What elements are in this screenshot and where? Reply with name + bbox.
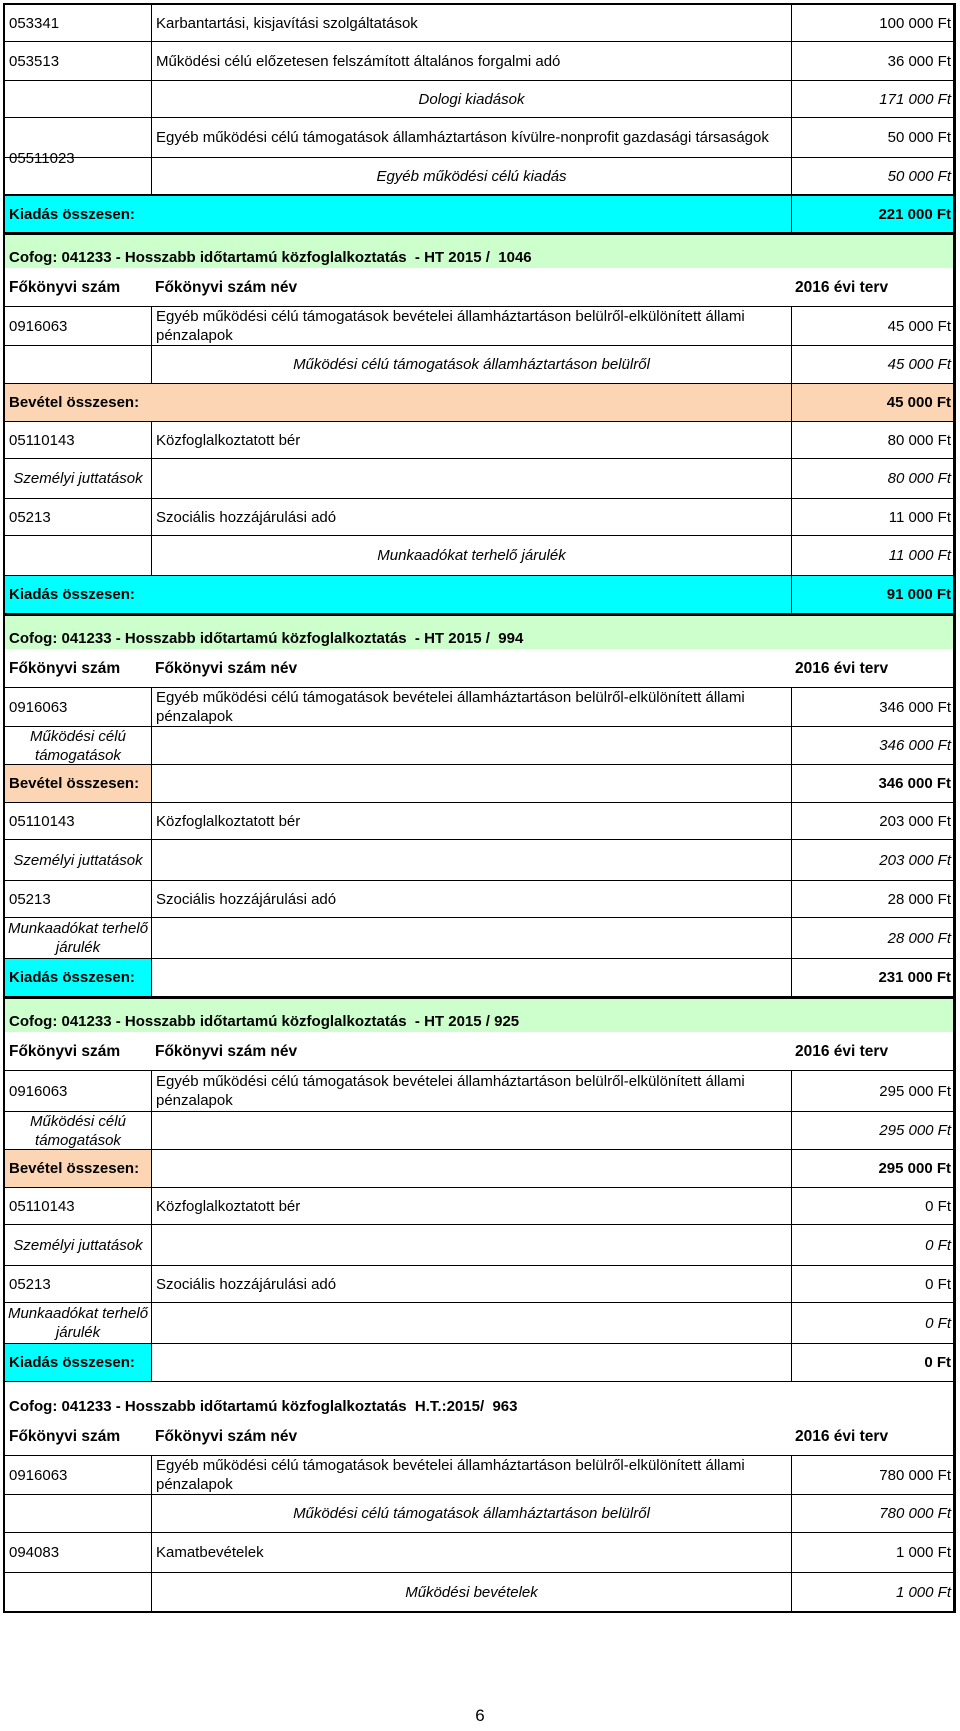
budget-table <box>3 3 956 1613</box>
subtotal-row <box>3 1112 956 1150</box>
account-code: 05213 <box>9 1275 51 1293</box>
revenue-total-amount: 346 000 Ft <box>791 765 953 802</box>
header-name: Főkönyvi szám név <box>155 1427 298 1445</box>
cofog-title: Cofog: 041233 - Hosszabb időtartamú közfoglalkoztatás - HT 2015 / 925 <box>9 1013 520 1030</box>
subtotal-row <box>3 459 956 499</box>
subtotal-label: Működési célú támogatások államháztartáson belülről <box>151 1495 791 1532</box>
expense-total-row <box>3 576 956 614</box>
subtotal-amount: 28 000 Ft <box>791 918 953 958</box>
subtotal-label: Működési bevételek <box>151 1573 791 1611</box>
subtotal-row <box>3 81 956 118</box>
amount: 1 000 Ft <box>791 1533 953 1572</box>
account-code: 0916063 <box>9 317 68 335</box>
header-plan: 2016 évi terv <box>795 278 889 296</box>
table-row <box>3 118 956 167</box>
account-name: Közfoglalkoztatott bér <box>151 422 791 458</box>
expense-total-amount: 0 Ft <box>791 1344 953 1381</box>
revenue-total-label: Bevétel összesen: <box>9 394 140 411</box>
account-name: Szociális hozzájárulási adó <box>151 881 791 917</box>
revenue-total-row <box>3 384 956 422</box>
account-code: 0916063 <box>9 698 68 716</box>
revenue-total-row <box>3 1150 956 1188</box>
subtotal-row <box>3 1573 956 1613</box>
account-name: Egyéb működési célú támogatások bevételei államháztartáson belülről-elkülönített állami pénzalapok <box>151 1456 791 1494</box>
subtotal-row <box>3 536 956 576</box>
cofog-title: Cofog: 041233 - Hosszabb időtartamú közfoglalkoztatás H.T.:2015/ 963 <box>9 1398 518 1415</box>
subtotal-amount: 50 000 Ft <box>791 158 953 194</box>
account-name: Egyéb működési célú támogatások bevételei államháztartáson belülről-elkülönített állami pénzalapok <box>151 1071 791 1111</box>
account-code: 05110143 <box>9 1197 75 1215</box>
amount: 295 000 Ft <box>791 1071 953 1111</box>
account-code: 053513 <box>9 52 60 70</box>
header-name: Főkönyvi szám név <box>155 659 298 677</box>
subtotal-row <box>3 158 956 195</box>
account-name: Egyéb működési célú támogatások államháztartáson kívülre-nonprofit gazdasági társaságok <box>151 118 791 157</box>
subtotal-label: Működési célú támogatások <box>30 1112 126 1149</box>
subtotal-label: Működési célú támogatások <box>30 727 126 764</box>
amount: 36 000 Ft <box>791 42 953 80</box>
subtotal-row <box>3 346 956 384</box>
amount: 0 Ft <box>791 1266 953 1302</box>
subtotal-label: Egyéb működési célú kiadás <box>151 158 791 194</box>
table-row <box>3 1188 956 1225</box>
amount: 28 000 Ft <box>791 881 953 917</box>
amount: 346 000 Ft <box>791 688 953 726</box>
account-code: 094083 <box>9 1544 60 1561</box>
header-name: Főkönyvi szám név <box>155 1042 298 1060</box>
subtotal-label: Dologi kiadások <box>151 81 791 117</box>
cofog-title: Cofog: 041233 - Hosszabb időtartamú közfoglalkoztatás - HT 2015 / 1046 <box>9 249 532 266</box>
expense-total-row <box>3 959 956 997</box>
account-code: 05213 <box>9 508 51 526</box>
column-headers <box>3 1417 956 1455</box>
expense-total-amount: 221 000 Ft <box>791 196 953 232</box>
expense-total-amount: 231 000 Ft <box>791 959 953 996</box>
header-code: Főkönyvi szám <box>9 278 121 296</box>
header-code: Főkönyvi szám <box>9 1427 121 1445</box>
amount: 45 000 Ft <box>791 307 953 345</box>
header-plan: 2016 évi terv <box>795 1427 889 1445</box>
subtotal-amount: 295 000 Ft <box>791 1112 953 1149</box>
subtotal-amount: 171 000 Ft <box>791 81 953 117</box>
header-code: Főkönyvi szám <box>9 659 121 677</box>
table-row <box>3 3 956 42</box>
account-code: 05110143 <box>9 431 75 449</box>
cofog-header <box>3 997 956 1032</box>
account-code: 05213 <box>9 890 51 908</box>
expense-total-label: Kiadás összesen: <box>9 586 135 603</box>
table-row <box>3 306 956 346</box>
subtotal-row <box>3 1225 956 1266</box>
subtotal-amount: 346 000 Ft <box>791 727 953 764</box>
page-number: 6 <box>475 1706 485 1725</box>
account-name: Egyéb működési célú támogatások bevételei államháztartáson belülről-elkülönített állami pénzalapok <box>151 307 791 345</box>
account-name: Kamatbevételek <box>151 1533 791 1572</box>
subtotal-row <box>3 727 956 765</box>
subtotal-amount: 11 000 Ft <box>791 536 953 575</box>
expense-total-label: Kiadás összesen: <box>5 959 151 996</box>
subtotal-label: Működési célú támogatások államháztartáson belülről <box>151 346 791 383</box>
cofog-header <box>3 1382 956 1417</box>
subtotal-amount: 0 Ft <box>791 1303 953 1343</box>
table-row <box>3 687 956 727</box>
amount: 203 000 Ft <box>791 803 953 839</box>
subtotal-label: Személyi juttatások <box>13 1236 143 1254</box>
revenue-total-label: Bevétel összesen: <box>5 765 151 802</box>
table-row <box>3 803 956 840</box>
subtotal-label: Munkaadókat terhelő járulék <box>7 1305 149 1341</box>
table-row <box>3 1266 956 1303</box>
expense-total-row <box>3 1344 956 1382</box>
cofog-header <box>3 614 956 649</box>
amount: 80 000 Ft <box>791 422 953 458</box>
revenue-total-label: Bevétel összesen: <box>5 1150 151 1187</box>
account-code: 0916063 <box>9 1082 68 1100</box>
revenue-total-amount: 295 000 Ft <box>791 1150 953 1187</box>
revenue-total-amount: 45 000 Ft <box>791 384 953 421</box>
amount: 100 000 Ft <box>791 5 953 41</box>
account-name: Egyéb működési célú támogatások bevételei államháztartáson belülről-elkülönített állami pénzalapok <box>151 688 791 726</box>
table-row <box>3 881 956 918</box>
header-code: Főkönyvi szám <box>9 1042 121 1060</box>
expense-total-row <box>3 195 956 233</box>
account-code: 053341 <box>9 14 60 32</box>
table-row <box>3 1533 956 1573</box>
subtotal-amount: 0 Ft <box>791 1225 953 1265</box>
subtotal-row <box>3 840 956 881</box>
subtotal-amount: 203 000 Ft <box>791 840 953 880</box>
account-code: 0916063 <box>9 1466 68 1484</box>
account-name: Működési célú előzetesen felszámított általános forgalmi adó <box>151 42 791 80</box>
expense-total-label: Kiadás összesen: <box>9 205 135 223</box>
revenue-total-row <box>3 765 956 803</box>
subtotal-label: Munkaadókat terhelő járulék <box>151 536 791 575</box>
cofog-title: Cofog: 041233 - Hosszabb időtartamú közfoglalkoztatás - HT 2015 / 994 <box>9 630 524 647</box>
account-code: 05511023 <box>9 149 75 167</box>
table-row <box>3 499 956 536</box>
expense-total-label: Kiadás összesen: <box>5 1344 151 1381</box>
table-row <box>3 1455 956 1495</box>
amount: 780 000 Ft <box>791 1456 953 1494</box>
amount: 50 000 Ft <box>791 118 953 157</box>
subtotal-label: Munkaadókat terhelő járulék <box>7 920 149 956</box>
subtotal-row <box>3 1303 956 1344</box>
account-code: 05110143 <box>9 812 75 830</box>
expense-total-amount: 91 000 Ft <box>791 576 953 613</box>
table-row <box>3 1070 956 1112</box>
subtotal-label: Személyi juttatások <box>13 851 143 869</box>
subtotal-amount: 80 000 Ft <box>791 459 953 498</box>
header-plan: 2016 évi terv <box>795 659 889 677</box>
subtotal-amount: 780 000 Ft <box>791 1495 953 1532</box>
column-headers <box>3 1032 956 1070</box>
subtotal-amount: 45 000 Ft <box>791 346 953 383</box>
account-name: Közfoglalkoztatott bér <box>151 803 791 839</box>
account-name: Szociális hozzájárulási adó <box>151 1266 791 1302</box>
header-plan: 2016 évi terv <box>795 1042 889 1060</box>
table-row <box>3 42 956 81</box>
subtotal-row <box>3 918 956 959</box>
column-headers <box>3 268 956 306</box>
amount: 11 000 Ft <box>791 499 953 535</box>
account-name: Közfoglalkoztatott bér <box>151 1188 791 1224</box>
column-headers <box>3 649 956 687</box>
table-row <box>3 422 956 459</box>
subtotal-row <box>3 1495 956 1533</box>
account-name: Szociális hozzájárulási adó <box>151 499 791 535</box>
subtotal-amount: 1 000 Ft <box>791 1573 953 1611</box>
account-name: Karbantartási, kisjavítási szolgáltatások <box>151 5 791 41</box>
header-name: Főkönyvi szám név <box>155 278 298 296</box>
subtotal-label: Személyi juttatások <box>13 470 143 487</box>
cofog-header <box>3 233 956 268</box>
amount: 0 Ft <box>791 1188 953 1224</box>
